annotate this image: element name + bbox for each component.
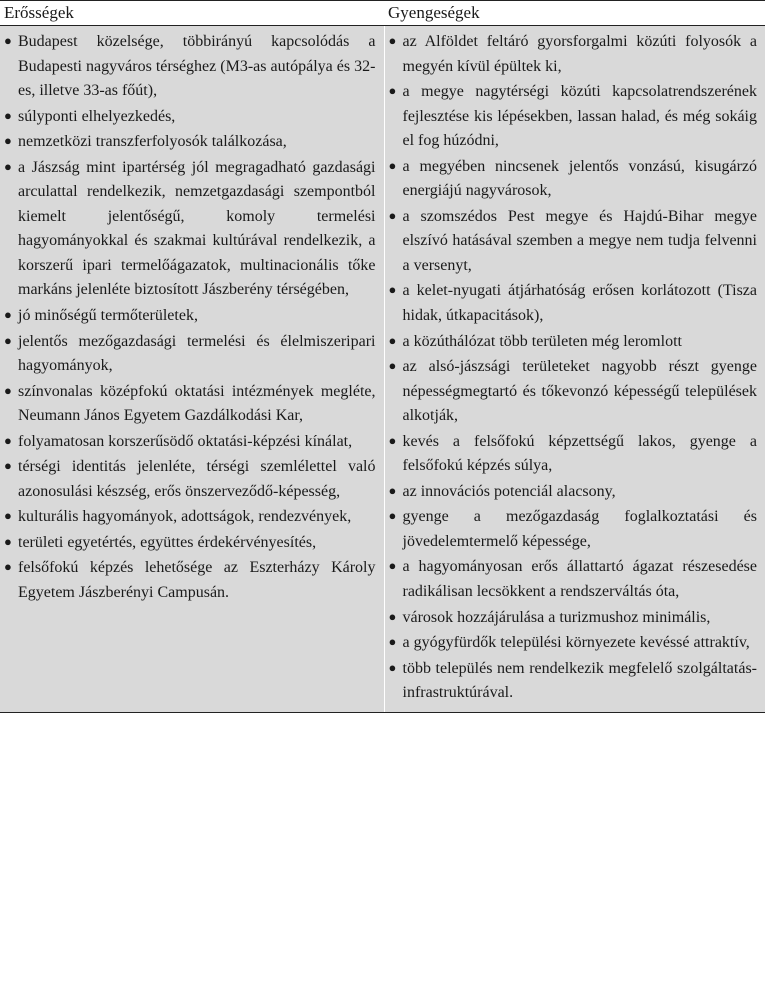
list-item [389,204,758,279]
list-item [389,29,758,79]
list-item [389,479,758,505]
bullet-icon: ● [4,382,12,398]
list-item [389,79,758,154]
list-item [4,555,376,605]
list-item [389,554,758,604]
bullet-icon: ● [4,107,12,123]
weaknesses-list [389,29,758,706]
list-item-text: a megye nagytérségi közúti kapcsolatrendszerének fejlesztése kis lépésekben, lassan halad, és még sokáig el fog húzódni, [402,83,757,150]
bullet-icon: ● [4,158,12,174]
list-item [4,454,376,504]
list-item [389,354,758,429]
list-item [4,530,376,556]
bullet-icon: ● [388,432,397,448]
list-item [389,605,758,631]
list-item-text: színvonalas középfokú oktatási intézmények megléte, Neumann János Egyetem Gazdálkodási Kar, [18,382,376,425]
bullet-icon: ● [388,508,397,524]
bullet-icon: ● [388,482,397,498]
list-item-text: az alsó-jászsági területeket nagyobb részt gyenge népességmegtartó és tőkevonzó képességű települések alkotják, [402,358,757,425]
bullet-icon: ● [388,634,397,650]
bullet-icon: ● [4,33,12,48]
bullet-icon: ● [4,508,12,524]
list-item-text: Budapest közelsége, többirányú kapcsolódás a Budapesti nagyváros térséghez (M3-as autópálya és 32-es, illetve 33-as főút), [18,33,376,100]
list-item-text: jó minőségű termőterületek, [18,307,198,325]
list-item-text: kevés a felsőfokú képzettségű lakos, gyenge a felsőfokú képzés súlya, [402,432,757,475]
header-row [0,1,765,26]
list-item [4,303,376,329]
list-item [4,104,376,130]
bullet-icon: ● [388,659,397,675]
list-item [389,429,758,479]
bullet-icon: ● [388,282,397,298]
list-item-text: a közúthálózat több területen még leromlott [402,332,682,350]
list-item-text: nemzetközi transzferfolyosók találkozása, [18,133,287,151]
list-item-text: a gyógyfürdők települési környezete kevéssé attraktív, [402,634,750,652]
weaknesses-cell [384,26,765,713]
list-item [389,656,758,706]
strengths-header: Erősségek [0,1,384,26]
list-item-text: az Alföldet feltáró gyorsforgalmi közúti folyosók a megyén kívül épültek ki, [402,33,757,75]
list-item [4,155,376,303]
bullet-icon: ● [388,558,397,574]
list-item-text: kulturális hagyományok, adottságok, rendezvények, [18,508,352,526]
bullet-icon: ● [388,358,397,374]
strengths-list [4,29,376,606]
list-item [4,379,376,429]
bullet-icon: ● [4,533,12,549]
list-item [4,129,376,155]
list-item-text: a Jászság mint ipartérség jól megragadható gazdasági arculattal rendelkezik, nemzetgazdasági szempontból kiemelt jelentőségű, komoly termelési hagyományokkal és szakmai kultúrával rendelkezik, a korszerű ipari termelőágazatok, multinacionális tőke markáns jelenléte biztosított Jászberény térségében, [18,158,376,299]
list-item [389,154,758,204]
list-item-text: a megyében nincsenek jelentős vonzású, kisugárzó energiájú nagyvárosok, [402,157,757,200]
bullet-icon: ● [4,133,12,149]
list-item-text: a hagyományosan erős állattartó ágazat részesedése radikálisan lecsökkent a rendszerváltás óta, [402,558,757,601]
strengths-cell [0,26,384,713]
bullet-icon: ● [4,559,12,575]
list-item-text: jelentős mezőgazdasági termelési és élelmiszeripari hagyományok, [18,332,376,375]
content-row [0,26,765,713]
list-item-text: az innovációs potenciál alacsony, [402,482,616,500]
list-item [4,329,376,379]
bullet-icon: ● [388,332,397,348]
list-item-text: több település nem rendelkezik megfelelő szolgáltatás-infrastruktúrával. [402,659,757,702]
list-item-text: városok hozzájárulása a turizmushoz minimális, [402,608,711,626]
list-item-text: a szomszédos Pest megye és Hajdú-Bihar megye elszívó hatásával szemben a megye nem tudja felvenni a versenyt, [402,207,757,274]
weaknesses-header: Gyengeségek [384,1,765,26]
list-item [389,504,758,554]
bullet-icon: ● [388,157,397,173]
bullet-icon: ● [4,307,12,323]
bullet-icon: ● [388,207,397,223]
list-item-text: súlyponti elhelyezkedés, [18,107,176,125]
bullet-icon: ● [388,33,397,48]
list-item [4,429,376,455]
bullet-icon: ● [388,83,397,99]
list-item-text: felsőfokú képzés lehetősége az Eszterházy Károly Egyetem Jászberényi Campusán. [18,559,376,602]
list-item [4,29,376,104]
list-item-text: a kelet-nyugati átjárhatóság erősen korlátozott (Tisza hidak, útkapacitások), [402,282,757,325]
bullet-icon: ● [388,608,397,624]
list-item-text: gyenge a mezőgazdaság foglalkoztatási és jövedelemtermelő képessége, [402,508,757,550]
list-item-text: folyamatosan korszerűsödő oktatási-képzési kínálat, [18,432,353,450]
list-item [4,504,376,530]
list-item [389,630,758,656]
bullet-icon: ● [4,332,12,348]
list-item [389,278,758,328]
list-item [389,329,758,355]
list-item-text: térségi identitás jelenléte, térségi szemlélettel való azonosulási készség, erős önszerveződő-képesség, [18,458,376,500]
list-item-text: területi egyetértés, együttes érdekérvényesítés, [18,533,317,551]
bullet-icon: ● [4,458,12,474]
bullet-icon: ● [4,432,12,448]
